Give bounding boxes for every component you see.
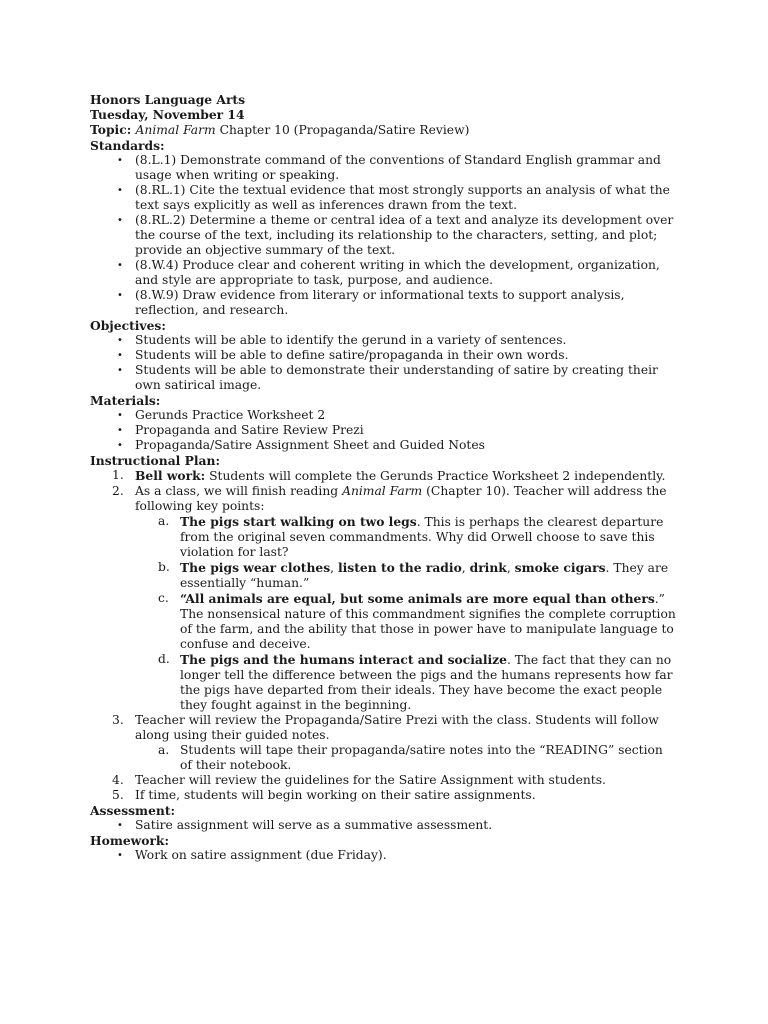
instructional-plan-heading: Instructional Plan:: [90, 453, 220, 468]
course-title: Honors Language Arts: [90, 92, 246, 107]
lesson-plan: [90, 92, 678, 863]
sub-step: a. Students will tape their propaganda/satire notes into the “READING” section of their notebook.: [158, 743, 663, 772]
materials-list: [90, 408, 678, 453]
list-item: • Work on satire assignment (due Friday).: [90, 848, 678, 863]
plan-step: 5. If time, students will begin working on their satire assignments.: [112, 788, 536, 802]
topic-label: Topic: [90, 122, 127, 137]
topic-line: Topic: Animal Farm Chapter 10 (Propaganda/Satire Review): [90, 122, 470, 137]
key-points-list: [135, 514, 678, 713]
plan-step: 2. As a class, we will finish reading Animal Farm (Chapter 10). Teacher will address the following key points: a. The pigs start walking on two legs. This is perhaps the clearest departure from the original seven commandments. Why did Orwell choose to save this violation for last? b. The pigs wear clothes, listen to the radio, drink, smoke cigars. They are essentially “human.” c. “All animals are equal, but some animals are more equal than others.” The nonsensical nature of this commandment signifies the complete corruption of the farm, and the ability that those in power have to manipulate language to confuse and deceive. d. The pigs and the humans interact and socialize. The fact that they can no longer tell the difference between the pigs and the humans represents how far the pigs have departed from their ideals. They have become the exact people they fought against in the beginning.: [90, 484, 678, 713]
key-point: a. The pigs start walking on two legs. This is perhaps the clearest departure from the original seven commandments. Why did Orwell choose to save this violation for last?: [158, 514, 664, 559]
sub-steps-list: [135, 743, 678, 773]
key-point: c. “All animals are equal, but some animals are more equal than others.” The nonsensical nature of this commandment signifies the complete corruption of the farm, and the ability that those in power have to manipulate language to confuse and deceive.: [158, 591, 676, 651]
plan-step: 1. Bell work: Students will complete the Gerunds Practice Worksheet 2 independently.: [112, 468, 666, 483]
instructional-plan-list: [90, 468, 678, 803]
list-item: • Propaganda/Satire Assignment Sheet and Guided Notes: [90, 438, 678, 453]
list-item: • Gerunds Practice Worksheet 2: [90, 408, 678, 423]
bell-work-label: Bell work:: [135, 468, 206, 483]
lesson-date: Tuesday, November 14: [90, 107, 245, 122]
homework-list: [90, 848, 678, 863]
standards-heading: Standards:: [90, 138, 165, 153]
topic-text: Chapter 10 (Propaganda/Satire Review): [215, 123, 470, 137]
list-item: • Propaganda and Satire Review Prezi: [90, 423, 678, 438]
standards-list: [90, 153, 678, 318]
list-item: • Students will be able to define satire/propaganda in their own words.: [90, 348, 678, 363]
objectives-heading: Objectives:: [90, 318, 166, 333]
list-item: • (8.W.9) Draw evidence from literary or informational texts to support analysis, reflection, and research.: [90, 288, 678, 318]
plan-step: 3. Teacher will review the Propaganda/Satire Prezi with the class. Students will follow along using their guided notes. a. Students will tape their propaganda/satire notes into the “READING” section of their notebook.: [90, 713, 678, 773]
list-item: • (8.W.4) Produce clear and coherent writing in which the development, organization, and style are appropriate to task, purpose, and audience.: [90, 258, 678, 288]
list-item: • (8.RL.2) Determine a theme or central idea of a text and analyze its development over the course of the text, including its relationship to the characters, setting, and plot; provide an objective summary of the text.: [90, 213, 678, 258]
list-item: • Students will be able to identify the gerund in a variety of sentences.: [90, 333, 678, 348]
key-point: d. The pigs and the humans interact and socialize. The fact that they can no longer tell the difference between the pigs and the humans represents how far the pigs have departed from their ideals. They have become the exact people they fought against in the beginning.: [158, 652, 673, 712]
list-item: • (8.L.1) Demonstrate command of the conventions of Standard English grammar and usage when writing or speaking.: [90, 153, 678, 183]
assessment-list: [90, 818, 678, 833]
list-item: • Students will be able to demonstrate their understanding of satire by creating their own satirical image.: [90, 363, 678, 393]
materials-heading: Materials:: [90, 393, 161, 408]
book-title: Animal Farm: [342, 484, 423, 498]
homework-heading: Homework:: [90, 833, 169, 848]
plan-step: 4. Teacher will review the guidelines for the Satire Assignment with students.: [112, 773, 606, 787]
key-point: b. The pigs wear clothes, listen to the radio, drink, smoke cigars. They are essentially “human.”: [158, 560, 669, 590]
list-item: • (8.RL.1) Cite the textual evidence that most strongly supports an analysis of what the text says explicitly as well as inferences drawn from the text.: [90, 183, 678, 213]
topic-book-title: Animal Farm: [135, 123, 216, 137]
assessment-heading: Assessment:: [90, 803, 176, 818]
objectives-list: [90, 333, 678, 393]
list-item: • Satire assignment will serve as a summative assessment.: [90, 818, 678, 833]
